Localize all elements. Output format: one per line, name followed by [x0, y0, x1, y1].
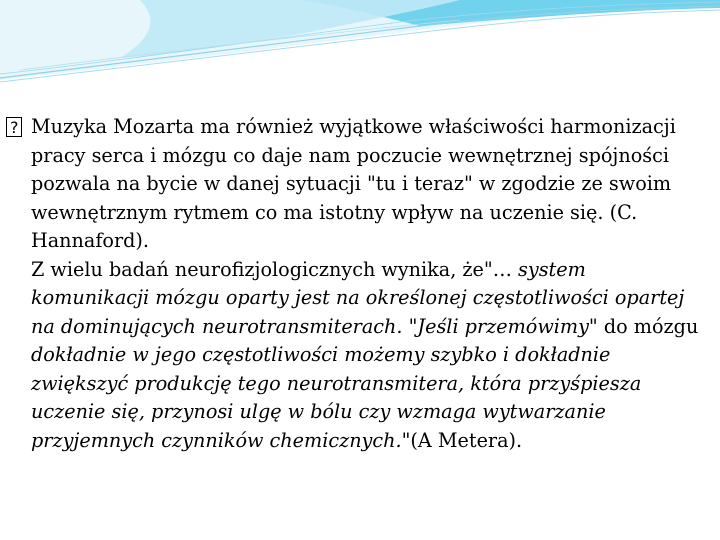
- paragraph-research-italic-2: dokładnie w jego częstotliwości możemy szybko i dokładnie zwiększyć produkcję tego neurotransmitera, która przyśpiesza uczenie się, przynosi ulgę w bólu czy wzmaga wytwarzanie przyjemnych czynników chemicznych.": [31, 343, 642, 452]
- header-wave-decoration: [0, 0, 720, 90]
- paragraph-mozart-text: Muzyka Mozarta ma również wyjątkowe właściwości harmonizacji pracy serca i mózgu co daje nam poczucie wewnętrznej spójności pozwala na bycie w danej sytuacji "tu i teraz" w zgodzie ze swoim wewnętrznym rytmem co ma istotny wpływ na uczenie się. (C. Hannaford).: [31, 115, 676, 252]
- paragraph-mozart: [6, 113, 706, 256]
- bullet-missing-glyph-icon: [6, 113, 31, 142]
- paragraph-research-italic: system komunikacji mózgu oparty jest na określonej częstotliwości opartej na dominujących neurotransmiterach. "Jeśli przemówimy": [31, 257, 685, 338]
- paragraph-research-mid: do mózgu: [603, 314, 699, 338]
- paragraph-research: [6, 256, 706, 456]
- slide-body-text: [6, 113, 706, 455]
- paragraph-research-citation: (A Metera).: [410, 428, 523, 452]
- paragraph-research-lead: Z wielu badań neurofizjologicznych wynika, że"…: [31, 257, 519, 281]
